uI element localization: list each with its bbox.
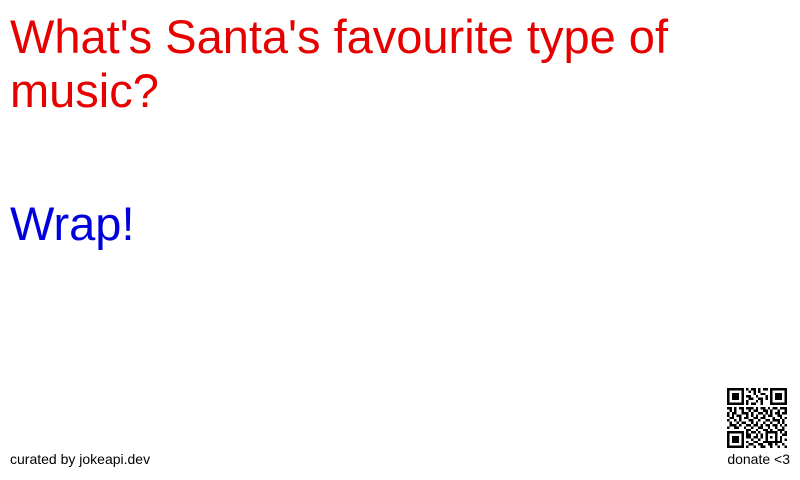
donate-link[interactable]: donate <3 [727,451,790,467]
qr-code-icon[interactable] [727,388,787,448]
credit-text: curated by jokeapi.dev [10,451,151,467]
joke-setup: What's Santa's favourite type of music? [10,10,668,117]
joke-delivery: Wrap! [10,197,135,250]
